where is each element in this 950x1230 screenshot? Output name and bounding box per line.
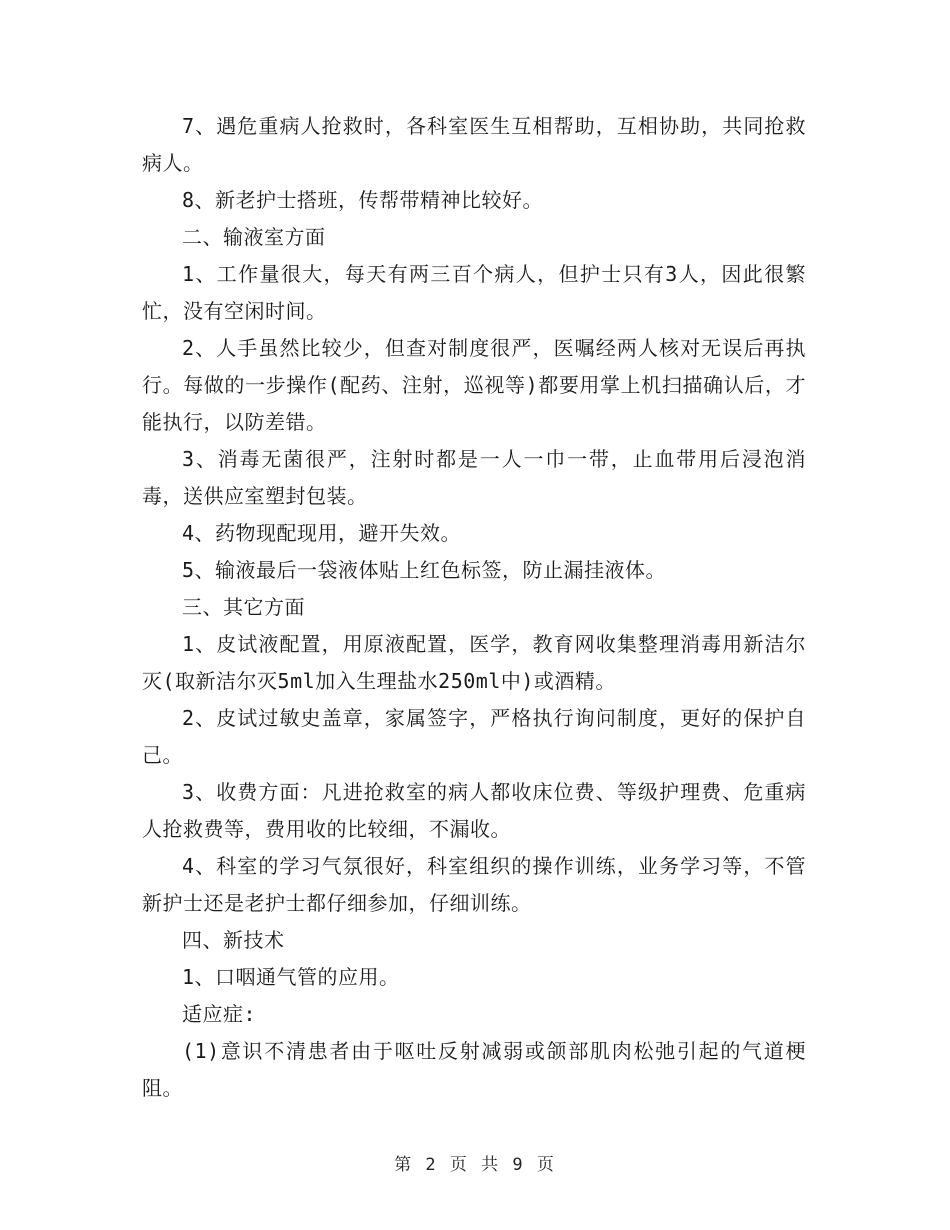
paragraph-15-text: 1、口咽通气管的应用。 [182,965,400,989]
paragraph-6 [142,441,806,515]
section-heading-text: 二、输液室方面 [182,225,326,249]
section-heading-infusion-room [142,219,806,256]
paragraph-5-text: 2、人手虽然比较少，但查对制度很严，医嘱经两人核对无误后再执行。每做的一步操作(配药、注射，巡视等)都要用掌上机扫描确认后，才能执行，以防差错。 [142,336,806,434]
paragraph-1 [142,108,806,182]
paragraph-17 [142,1033,806,1107]
section-heading-new-technology [142,922,806,959]
paragraph-7-text: 4、药物现配现用，避开失效。 [182,521,462,545]
paragraph-8-text: 5、输液最后一袋液体贴上红色标签，防止漏挂液体。 [182,558,667,582]
paragraph-10 [142,626,806,700]
paragraph-4-text: 1、工作量很大，每天有两三百个病人，但护士只有3人，因此很繁忙，没有空闲时间。 [142,262,806,323]
paragraph-17-text: (1)意识不清患者由于呕吐反射减弱或颌部肌肉松弛引起的气道梗阻。 [142,1039,806,1100]
paragraph-2 [142,182,806,219]
paragraph-11-text: 2、皮试过敏史盖章，家属签字，严格执行询问制度，更好的保护自己。 [142,706,806,767]
section-heading-text: 四、新技术 [182,928,285,952]
paragraph-11 [142,700,806,774]
paragraph-6-text: 3、消毒无菌很严，注射时都是一人一巾一带，止血带用后浸泡消毒，送供应室塑封包装。 [142,447,806,508]
paragraph-12-text: 3、收费方面：凡进抢救室的病人都收床位费、等级护理费、危重病人抢救费等，费用收的比较细，不漏收。 [142,780,806,841]
paragraph-16-text: 适应症: [182,1002,257,1026]
paragraph-13-text: 4、科室的学习气氛很好，科室组织的操作训练，业务学习等，不管新护士还是老护士都仔细参加，仔细训练。 [142,854,806,915]
paragraph-2-text: 8、新老护士搭班，传帮带精神比较好。 [182,188,544,212]
paragraph-10-text: 1、皮试液配置，用原液配置，医学，教育网收集整理消毒用新洁尔灭(取新洁尔灭5ml加入生理盐水250ml中)或酒精。 [142,632,806,693]
paragraph-15 [142,959,806,996]
paragraph-1-text: 7、遇危重病人抢救时，各科室医生互相帮助，互相协助，共同抢救病人。 [142,114,806,175]
paragraph-5 [142,330,806,441]
paragraph-4 [142,256,806,330]
section-heading-other [142,589,806,626]
paragraph-8 [142,552,806,589]
paragraph-13 [142,848,806,922]
page-number-footer: 第 2 页 共 9 页 [394,1155,556,1175]
paragraph-12 [142,774,806,848]
paragraph-7 [142,515,806,552]
section-heading-text: 三、其它方面 [182,595,305,619]
paragraph-16 [142,996,806,1033]
document-body [142,108,806,1107]
